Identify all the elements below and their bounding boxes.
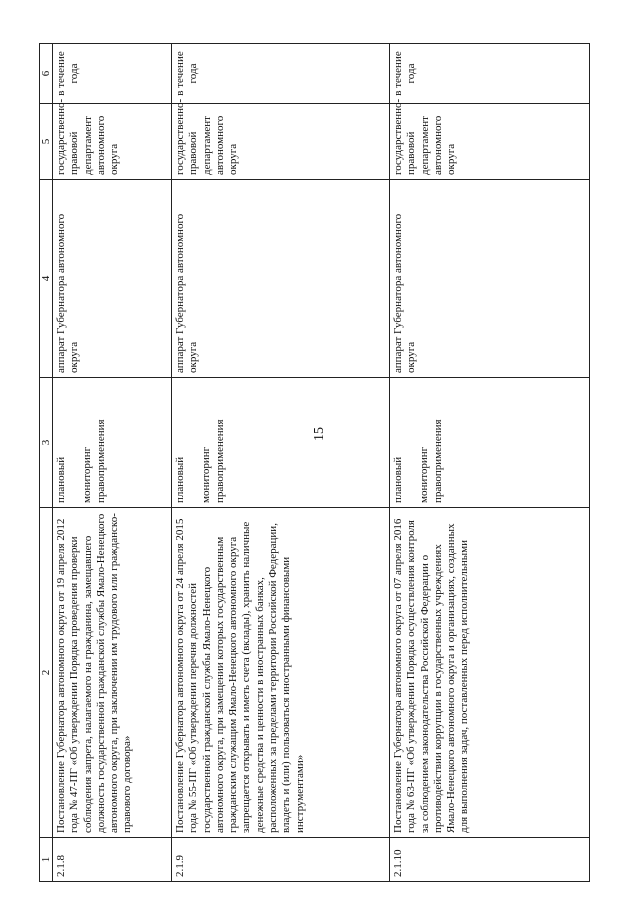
column-number: 2 xyxy=(40,508,53,838)
column-number: 4 xyxy=(40,180,53,378)
act-description: Постановление Губернатора автономного округа от 24 апреля 2015 года № 55-ПГ «Об утверждении перечня должностей государственной гражданской службы Ямало-Ненецкого автономного округа, при замещении которых государственным гражданским служащим Ямало-Ненецкого автономного округа запрещается открывать и иметь счета (вклады), хранить наличные денежные средства и ценности в иностранных банках, расположенных за пределами территории Российской Федерации, владеть и (или) пользоваться иностранными финансовыми инструментами» xyxy=(172,508,390,838)
column-number: 3 xyxy=(40,378,53,508)
row-number: 2.1.8 xyxy=(53,838,172,882)
monitoring-subtype: мониторинг правоприменения xyxy=(418,419,444,503)
coexecutor: государственно-правовой департамент автономного округа xyxy=(390,104,590,180)
column-number-row xyxy=(40,44,53,882)
act-description: Постановление Губернатора автономного округа от 07 апреля 2016 года № 63-ПГ «Об утверждении Порядка осуществления контроля за соблюдением законодательства Российской Федерации о противодействии коррупции в государственных учреждениях Ямало-Ненецкого автономного округа и организациях, созданных для выполнения задач, поставленных перед исполнительными xyxy=(390,508,590,838)
monitoring-subtype: мониторинг правоприменения xyxy=(200,419,226,503)
executor: аппарат Губернатора автономного округа xyxy=(53,180,172,378)
monitoring-subtype: мониторинг правоприменения xyxy=(81,419,107,503)
column-number: 6 xyxy=(40,44,53,104)
table-row xyxy=(172,44,390,882)
monitoring-type-cell xyxy=(172,378,390,508)
table-row xyxy=(53,44,172,882)
monitoring-type: плановый xyxy=(174,456,186,503)
row-number: 2.1.9 xyxy=(172,838,390,882)
coexecutor: государственно-правовой департамент автономного округа xyxy=(53,104,172,180)
act-description: Постановление Губернатора автономного округа от 19 апреля 2012 года № 47-ПГ «Об утверждении Порядка проведения проверки соблюдения запрета, налагаемого на гражданина, замещавшего должность государственной гражданской службы Ямало-Ненецкого автономного округа, при заключении им трудового или гражданско-правового договора» xyxy=(53,508,172,838)
term: в течение года xyxy=(53,44,172,104)
monitoring-type-cell xyxy=(53,378,172,508)
coexecutor: государственно-правовой департамент автономного округа xyxy=(172,104,390,180)
term: в течение года xyxy=(172,44,390,104)
column-number: 5 xyxy=(40,104,53,180)
monitoring-type: плановый xyxy=(392,456,404,503)
monitoring-type-cell xyxy=(390,378,590,508)
term: в течение года xyxy=(390,44,590,104)
table-row xyxy=(390,44,590,882)
page-number: 15 xyxy=(312,427,327,441)
row-number: 2.1.10 xyxy=(390,838,590,882)
executor: аппарат Губернатора автономного округа xyxy=(390,180,590,378)
monitoring-type: плановый xyxy=(55,456,67,503)
monitoring-plan-table xyxy=(39,43,590,882)
column-number: 1 xyxy=(40,838,53,882)
executor: аппарат Губернатора автономного округа xyxy=(172,180,390,378)
rotated-table-page xyxy=(39,44,601,882)
